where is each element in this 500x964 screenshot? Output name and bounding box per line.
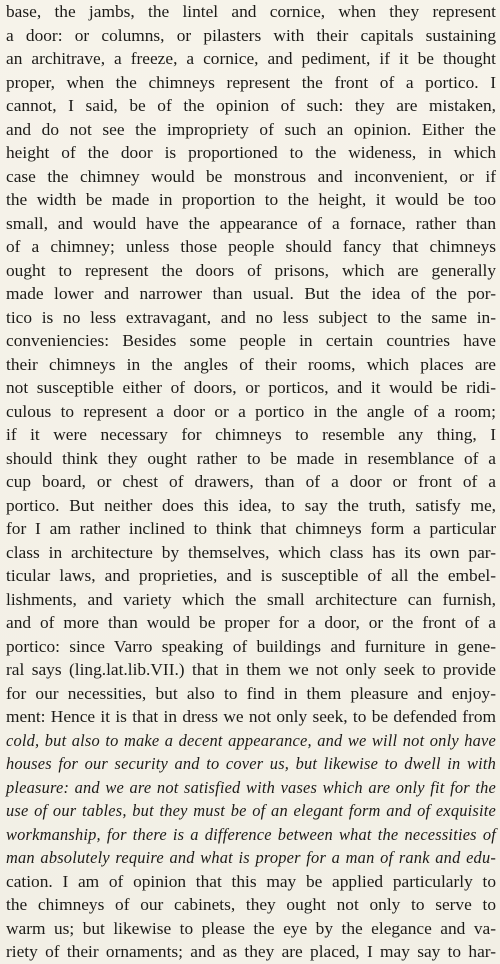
text-line: culous to represent a door or a portico in the angle of a room;: [6, 401, 496, 421]
text-line: a door: or columns, or pilasters with their capitals sustaining: [6, 25, 496, 45]
text-line: made lower and narrower than usual. But the idea of the por-: [6, 284, 496, 303]
text-line: ticular laws, and proprieties, and is susceptible of all the embel-: [6, 566, 496, 585]
text-line: warm us; but likewise to please the eye by the elegance and va-: [6, 918, 496, 938]
text-line: ment: Hence it is that in dress we not only seek, to be defended from: [6, 707, 496, 726]
text-line: ought to represent the doors of prisons, which are generally: [6, 260, 496, 280]
text-line: cation. I am of opinion that this may be applied particularly to: [6, 871, 496, 891]
text-line: should think they ought rather to be made in resemblance of a: [6, 448, 496, 468]
text-line: cup board, or chest of drawers, than of a door or front of a: [6, 472, 496, 491]
text-line: tico is no less extravagant, and no less subject to the same in-: [6, 307, 496, 327]
text-line: riety of their ornaments; and as they are placed, I may say to har-: [6, 942, 496, 961]
text-line: small, and would have the appearance of a fornace, rather than: [6, 213, 496, 233]
text-line: if it were necessary for chimneys to resemble any thing, I: [6, 425, 496, 444]
text-line: case the chimney would be monstrous and inconvenient, or if: [6, 166, 496, 186]
text-line: for our necessities, but also to find in them pleasure and enjoy-: [6, 683, 496, 703]
text-line: class in architecture by themselves, which class has its own par-: [6, 542, 496, 562]
text-line: conveniencies: Besides some people in certain countries have: [6, 331, 496, 350]
text-line: portico: since Varro speaking of buildings and furniture in gene-: [6, 636, 496, 656]
text-line: not susceptible either of doors, or porticos, and it would be ridi-: [6, 378, 496, 397]
text-line: their chimneys in the angles of their rooms, which places are: [6, 354, 496, 374]
text-line: proper, when the chimneys represent the front of a portico. I: [6, 72, 496, 92]
text-line: portico. But neither does this idea, to say the truth, satisfy me,: [6, 495, 496, 515]
text-line: the width be made in proportion to the height, it would be too: [6, 190, 496, 209]
quote-line: pleasure: and we are not satisfied with vases which are only fit for the: [6, 777, 496, 797]
quote-line: houses for our security and to cover us, but likewise to dwell in with: [6, 754, 496, 773]
text-line: ral says (ling.lat.lib.VII.) that in them we not only seek to provide: [6, 660, 496, 679]
quote-line: man absolutely require and what is proper for a man of rank and edu-: [6, 848, 496, 867]
text-line: base, the jambs, the lintel and cornice, when they represent: [6, 2, 496, 21]
text-line: for I am rather inclined to think that chimneys form a particular: [6, 519, 496, 538]
text-line: an architrave, a freeze, a cornice, and pediment, if it be thought: [6, 49, 496, 68]
text-line: cannot, I said, be of the opinion of such: they are mistaken,: [6, 96, 496, 115]
text-line: the chimneys of our cabinets, they ought not only to serve to: [6, 895, 496, 914]
text-line: of a chimney; unless those people should fancy that chimneys: [6, 237, 496, 256]
text-line: height of the door is proportioned to the wideness, in which: [6, 143, 496, 162]
text-line: and do not see the impropriety of such an opinion. Either the: [6, 119, 496, 139]
quote-line: cold, but also to make a decent appearance, and we will not only have: [6, 730, 496, 750]
body-text: [6, 0, 496, 964]
text-line: and of more than would be proper for a door, or the front of a: [6, 613, 496, 632]
quote-line: use of our tables, but they must be of an elegant form and of exquisite: [6, 801, 496, 820]
quote-line: workmanship, for there is a difference between what the necessities of: [6, 824, 496, 844]
text-line: lishments, and variety which the small architecture can furnish,: [6, 589, 496, 609]
